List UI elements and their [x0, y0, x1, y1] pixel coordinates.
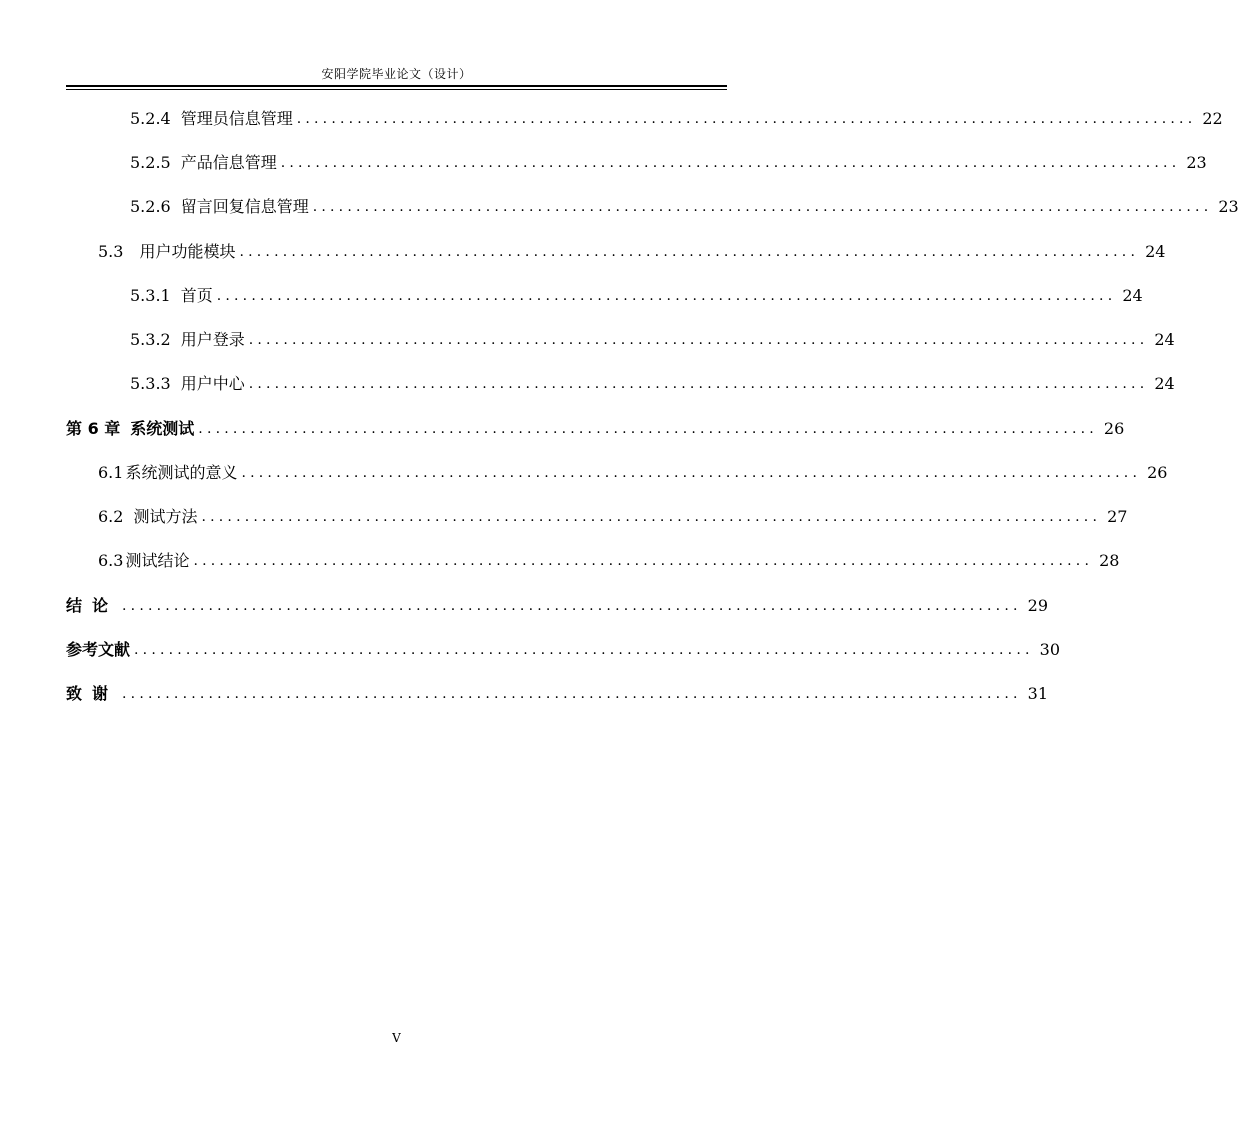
- toc-dot-leader: ........................................................................................................: [239, 244, 1140, 260]
- toc-entry-title: 产品信息管理: [180, 153, 277, 172]
- header-rule-thick: [66, 85, 727, 87]
- toc-entry-title: 用户功能模块: [139, 242, 236, 261]
- toc-entry-number: 5.3.2: [130, 330, 171, 349]
- toc-entry-title: 测试方法: [133, 507, 198, 526]
- toc-entry-number: 6.2: [98, 507, 124, 526]
- toc-entry-title: 首页: [180, 286, 213, 305]
- toc-page-number: 27: [1107, 507, 1128, 526]
- toc-entry-5-3-3[interactable]: [130, 372, 1175, 396]
- toc-entry-number: 6.3: [98, 551, 124, 570]
- toc-entry-title: 结论: [66, 596, 119, 615]
- toc-page-number: 24: [1154, 374, 1175, 393]
- toc-page-number: 24: [1145, 242, 1166, 261]
- toc-dot-leader: ........................................................................................................: [122, 686, 1022, 702]
- toc-page-number: 24: [1154, 330, 1175, 349]
- toc-entry-title: 致谢: [66, 684, 119, 703]
- toc-entry-number: 5.3.1: [130, 286, 171, 305]
- toc-entry-title: 系统测试的意义: [125, 463, 238, 482]
- toc-entry-number: 5.2.6: [130, 197, 171, 216]
- toc-entry-6-3[interactable]: [98, 549, 1120, 573]
- toc-page-number: 22: [1202, 109, 1223, 128]
- toc-page-number: 26: [1103, 419, 1125, 438]
- toc-page-number: 28: [1099, 551, 1120, 570]
- toc-entry-5-3-2[interactable]: [130, 328, 1175, 352]
- toc-dot-leader: ........................................................................................................: [248, 332, 1149, 348]
- toc-entry-number: 第 6 章: [66, 419, 121, 438]
- toc-entry-5-2-4[interactable]: [130, 107, 1223, 131]
- toc-entry-chapter-6[interactable]: [66, 417, 1125, 441]
- toc-dot-leader: ........................................................................................................: [248, 376, 1149, 392]
- toc-entry-number: 6.1: [98, 463, 124, 482]
- toc-page-number: 24: [1122, 286, 1143, 305]
- toc-entry-5-2-5[interactable]: [130, 151, 1207, 175]
- toc-entry-number: 5.3.3: [130, 374, 171, 393]
- toc-page-number: 30: [1039, 640, 1060, 659]
- toc-dot-leader: ........................................................................................................: [280, 155, 1181, 171]
- toc-page-number: 23: [1186, 153, 1207, 172]
- header-rule-thin: [66, 89, 727, 90]
- toc-entry-number: 5.2.5: [130, 153, 171, 172]
- toc-entry-6-1[interactable]: [98, 461, 1168, 485]
- toc-dot-leader: ........................................................................................................: [193, 553, 1094, 569]
- toc-entry-number: 5.3: [98, 242, 124, 261]
- toc-entry-5-2-6[interactable]: [130, 195, 1239, 219]
- toc-dot-leader: ........................................................................................................: [241, 465, 1142, 481]
- footer-page-number: V: [392, 1031, 401, 1045]
- toc-entry-conclusion[interactable]: [66, 594, 1048, 618]
- toc-entry-5-3[interactable]: [98, 240, 1166, 264]
- toc-entry-title: 管理员信息管理: [180, 109, 293, 128]
- toc-dot-leader: ........................................................................................................: [134, 642, 1034, 658]
- toc-page-number: 31: [1027, 684, 1048, 703]
- page-header: [66, 66, 727, 82]
- page-footer: [0, 1030, 793, 1046]
- toc-dot-leader: ........................................................................................................: [296, 111, 1197, 127]
- toc-page-number: 23: [1218, 197, 1239, 216]
- header-title: 安阳学院毕业论文（设计）: [321, 67, 472, 81]
- toc-dot-leader: ........................................................................................................: [198, 421, 1098, 437]
- toc-entry-number: 5.2.4: [130, 109, 171, 128]
- toc-dot-leader: ........................................................................................................: [122, 598, 1022, 614]
- toc-entry-acknowledgements[interactable]: [66, 682, 1048, 706]
- toc-entry-title: 参考文献: [66, 640, 131, 659]
- toc-dot-leader: ........................................................................................................: [216, 288, 1117, 304]
- toc-dot-leader: ........................................................................................................: [312, 199, 1213, 215]
- toc-entry-6-2[interactable]: [98, 505, 1128, 529]
- toc-entry-title: 留言回复信息管理: [180, 197, 309, 216]
- toc-dot-leader: ........................................................................................................: [201, 509, 1102, 525]
- toc-entry-references[interactable]: [66, 638, 1060, 662]
- toc-entry-title: 用户中心: [180, 374, 245, 393]
- toc-entry-5-3-1[interactable]: [130, 284, 1143, 308]
- toc-entry-title: 系统测试: [130, 419, 195, 438]
- toc-entry-title: 测试结论: [125, 551, 190, 570]
- toc-page-number: 29: [1027, 596, 1048, 615]
- toc-entry-title: 用户登录: [180, 330, 245, 349]
- toc-page-number: 26: [1147, 463, 1168, 482]
